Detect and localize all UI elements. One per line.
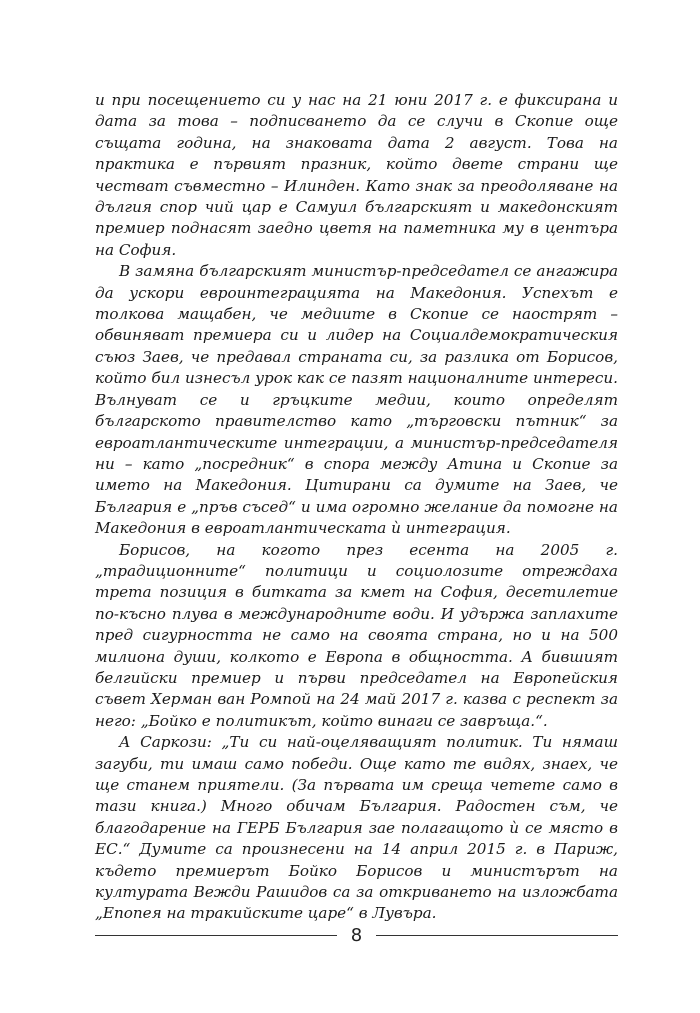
paragraph-3: Борисов, на когото през есента на 2005 г. „традиционните“ политици и социолозите отреждаха трета позиция в битката за кмет на София, десетилетие по-късно плува в международните води. И удържа заплахите пред сигурността не само на своята страна, но и на 500 милиона души, колкото е Европа в общността. А бившият белгийски премиер и първи председател на Европейския съвет Херман ван Ромпой на 24 май 2017 г. казва с респект за него: „Бойко е политикът, който винаги се завръща.“. [95,540,618,730]
page-body [95,90,618,925]
page-number: 8 [350,924,363,946]
footer-rule-left [95,935,337,936]
page-footer [95,920,618,950]
paragraph-1: и при посещението си у нас на 21 юни 2017 г. е фиксирана и дата за това – подписването да се случи в Скопие още същата година, на знаковата дата 2 август. Това на практика е първият празник, който двете страни ще честват съвместно – Илинден. Като знак за преодоляване на дългия спор чий цар е Самуил българският и македонският премиер поднасят заедно цветя на паметника му в центъра на София. [95,91,618,259]
paragraph-4: А Саркози: „Ти си най-оцеляващият политик. Ти нямаш загуби, ти имаш само победи. Още като те видях, знаех, че ще станем приятели. (За първата им среща четете само в тази книга.) Много обичам България. Радостен съм, че благодарение на ГЕРБ България зае полагащото ѝ се място в ЕС.“ Думите са произнесени на 14 април 2015 г. в Париж, където премиерът Бойко Борисов и министърът на културата Вежди Рашидов са за откриването на изложбата „Епопея на тракийските царе“ в Лувъра. [95,733,618,923]
footer-rule-right [376,935,618,936]
paragraph-2: В замяна българският министър-председател се ангажира да ускори евроинтеграцията на Македония. Успехът е толкова мащабен, че медиите в Скопие се наострят – обвиняват премиера си и лидер на Социалдемократическия съюз Заев, че предавал страната си, за разлика от Борисов, който бил изнесъл урок как се пазят националните интереси. Вълнуват се и гръцките медии, които определят българското правителство като „търговски пътник“ за евроатлантическите интеграции, а министър-председателя ни – като „посредник“ в спора между Атина и Скопие за името на Македония. Цитирани са думите на Заев, че България е „пръв съсед“ и има огромно желание да помогне на Македония в евроатлантическата ѝ интеграция. [95,262,618,538]
